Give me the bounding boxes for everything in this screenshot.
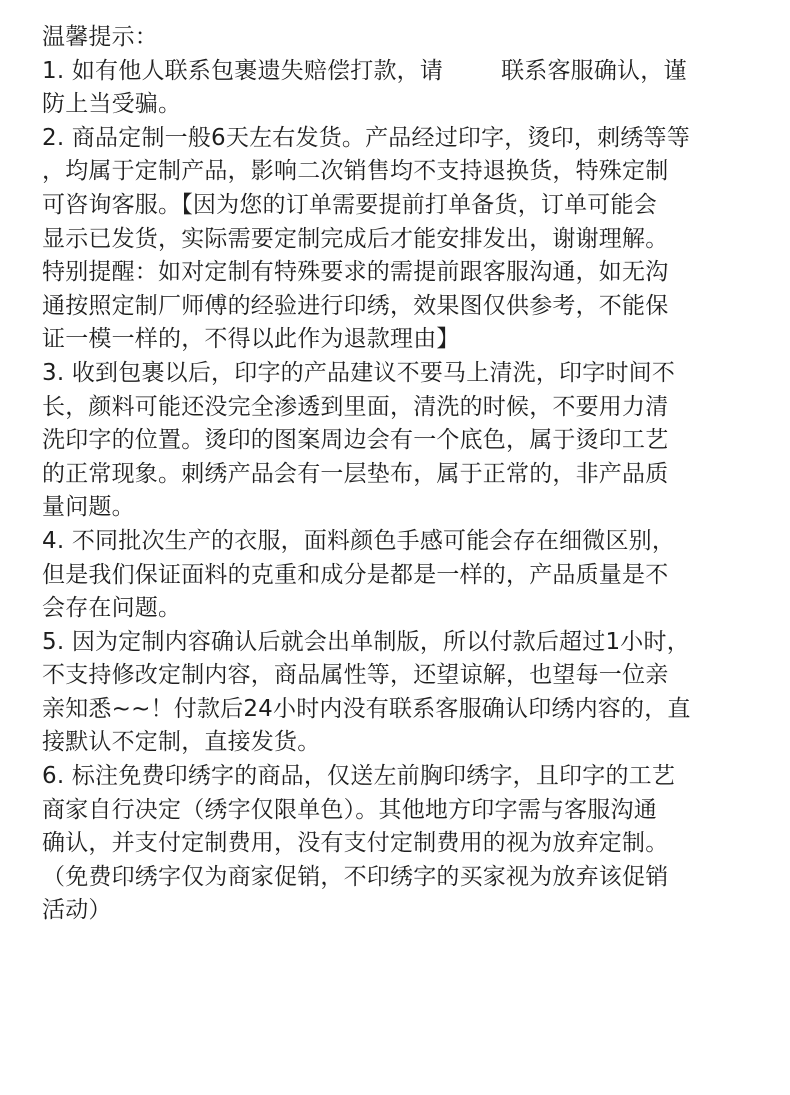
notice-line: （免费印绣字仅为商家促销，不印绣字的买家视为放弃该促销 (42, 863, 669, 890)
notice-line: 商家自行决定（绣字仅限单色）。其他地方印字需与客服沟通 (42, 796, 657, 823)
notice-line: 可咨询客服。【因为您的订单需要提前打单备货，订单可能会 (42, 191, 657, 218)
notice-line: 的正常现象。刺绣产品会有一层垫布，属于正常的，非产品质 (42, 460, 669, 487)
notice-line: 2. 商品定制一般6天左右发货。产品经过印字，烫印，刺绣等等 (42, 124, 690, 151)
notice-line: 确认，并支付定制费用，没有支付定制费用的视为放弃定制。 (42, 830, 669, 857)
notice-line: 5. 因为定制内容确认后就会出单制版，所以付款后超过1小时， (42, 628, 690, 655)
notice-line: 3. 收到包裹以后，印字的产品建议不要马上清洗，印字时间不 (42, 359, 676, 386)
notice-line (42, 55, 752, 89)
notice-text-block (42, 21, 752, 928)
notice-line: 防上当受骗。 (42, 91, 182, 118)
notice-line: 活动） (42, 897, 112, 924)
notice-line: 4. 不同批次生产的衣服，面料颜色手感可能会存在细微区别， (42, 527, 676, 554)
notice-line: 6. 标注免费印绣字的商品，仅送左前胸印绣字，且印字的工艺 (42, 763, 676, 790)
notice-line: 洗印字的位置。烫印的图案周边会有一个底色，属于烫印工艺 (42, 427, 669, 454)
notice-line: 量问题。 (42, 494, 135, 521)
notice-line: 长，颜料可能还没完全渗透到里面，清洗的时候，不要用力清 (42, 393, 669, 420)
notice-line: ，均属于定制产品，影响二次销售均不支持退换货，特殊定制 (42, 158, 669, 185)
notice-line-segment: 联系客服确认，谨 (501, 57, 687, 84)
notice-line: 不支持修改定制内容，商品属性等，还望谅解，也望每一位亲 (42, 662, 669, 689)
notice-line: 显示已发货，实际需要定制完成后才能安排发出，谢谢理解。 (42, 225, 669, 252)
notice-line: 但是我们保证面料的克重和成分是都是一样的，产品质量是不 (42, 561, 669, 588)
notice-line: 证一模一样的，不得以此作为退款理由】 (42, 326, 460, 353)
notice-line: 接默认不定制，直接发货。 (42, 729, 321, 756)
notice-line: 会存在问题。 (42, 595, 182, 622)
notice-line: 通按照定制厂师傅的经验进行印绣，效果图仅供参考，不能保 (42, 292, 669, 319)
notice-line: 亲知悉~~！付款后24小时内没有联系客服确认印绣内容的，直 (42, 695, 691, 722)
notice-title: 温馨提示： (42, 24, 158, 50)
notice-line-segment: 1. 如有他人联系包裹遗失赔偿打款，请 (42, 57, 444, 84)
notice-line: 特别提醒：如对定制有特殊要求的需提前跟客服沟通，如无沟 (42, 259, 669, 286)
